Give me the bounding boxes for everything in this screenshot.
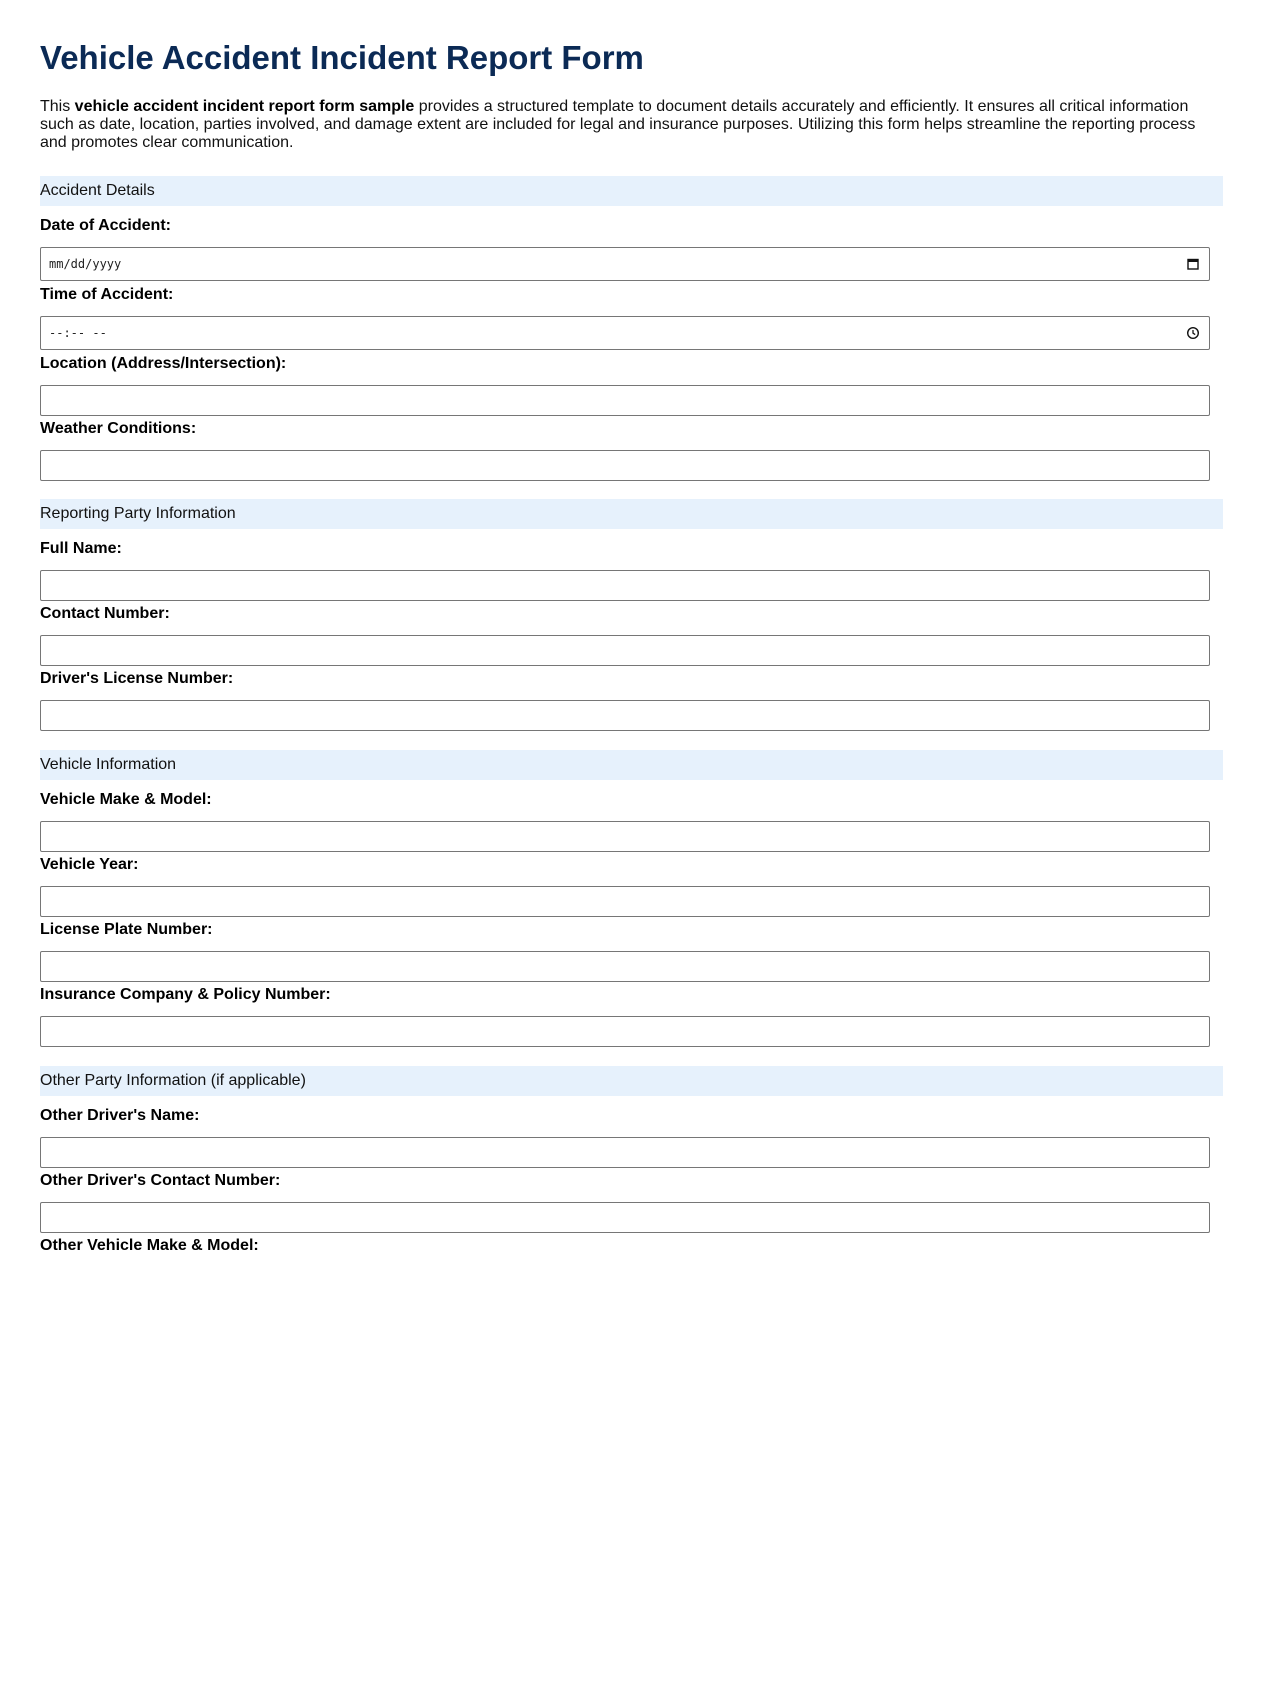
location-input[interactable] [40, 385, 1210, 416]
field-label: Location (Address/Intersection): [40, 355, 287, 372]
field-other-vehicle-make-model [40, 1237, 1223, 1302]
field-full-name [40, 540, 1223, 605]
field-other-driver-contact [40, 1172, 1223, 1237]
date-of-accident-input[interactable] [40, 247, 1210, 281]
field-label: Other Driver's Name: [40, 1107, 200, 1124]
page-title: Vehicle Accident Incident Report Form [40, 39, 644, 76]
field-date-of-accident [40, 217, 1223, 286]
field-label: Full Name: [40, 540, 122, 557]
clock-icon[interactable] [1186, 326, 1200, 340]
field-label: Time of Accident: [40, 286, 174, 303]
field-weather-conditions [40, 420, 1223, 485]
section-header: Vehicle Information [40, 750, 1223, 780]
vehicle-year-input[interactable] [40, 886, 1210, 917]
section-accident-details [40, 176, 1223, 485]
weather-conditions-input[interactable] [40, 450, 1210, 481]
license-plate-input[interactable] [40, 951, 1210, 982]
license-plate-text-input[interactable] [49, 953, 1201, 982]
field-label: Date of Accident: [40, 217, 171, 234]
field-other-driver-name [40, 1107, 1223, 1172]
other-driver-name-input[interactable] [40, 1137, 1210, 1168]
field-location [40, 355, 1223, 420]
insurance-policy-text-input[interactable] [49, 1018, 1201, 1047]
intro-paragraph [40, 98, 1220, 152]
full-name-input[interactable] [40, 570, 1210, 601]
vehicle-year-text-input[interactable] [49, 888, 1201, 917]
field-label: Contact Number: [40, 605, 170, 622]
field-label: Other Vehicle Make & Model: [40, 1237, 259, 1254]
intro-bold-phrase: vehicle accident incident report form sample [74, 98, 415, 115]
section-header: Accident Details [40, 176, 1223, 206]
field-insurance-policy [40, 986, 1223, 1051]
section-reporting-party [40, 499, 1223, 735]
intro-suffix: provides a structured template to document details accurately and efficiently. It ensures all critical information such as date, location, parties involved, and damage extent are included for legal and insurance purposes. Utilizing this form helps streamline the reporting process and promotes clear communication. [40, 98, 1196, 151]
vehicle-make-model-text-input[interactable] [49, 823, 1201, 852]
field-vehicle-make-model [40, 791, 1223, 856]
section-vehicle-information [40, 750, 1223, 1051]
calendar-icon[interactable] [1186, 257, 1200, 271]
section-other-party [40, 1066, 1223, 1302]
field-contact-number [40, 605, 1223, 670]
other-driver-contact-input[interactable] [40, 1202, 1210, 1233]
field-time-of-accident [40, 286, 1223, 355]
time-placeholder: --:-- -- [49, 326, 107, 340]
field-label: Weather Conditions: [40, 420, 197, 437]
section-header: Reporting Party Information [40, 499, 1223, 529]
insurance-policy-input[interactable] [40, 1016, 1210, 1047]
vehicle-make-model-input[interactable] [40, 821, 1210, 852]
drivers-license-text-input[interactable] [49, 702, 1201, 731]
other-driver-name-text-input[interactable] [49, 1139, 1201, 1168]
drivers-license-input[interactable] [40, 700, 1210, 731]
intro-prefix: This [40, 98, 75, 115]
field-vehicle-year [40, 856, 1223, 921]
location-text-input[interactable] [49, 387, 1201, 416]
other-driver-contact-text-input[interactable] [49, 1204, 1201, 1233]
field-label: Insurance Company & Policy Number: [40, 986, 331, 1003]
field-label: Driver's License Number: [40, 670, 234, 687]
contact-number-input[interactable] [40, 635, 1210, 666]
time-of-accident-input[interactable] [40, 316, 1210, 350]
field-label: Vehicle Make & Model: [40, 791, 212, 808]
contact-number-text-input[interactable] [49, 637, 1201, 666]
full-name-text-input[interactable] [49, 572, 1201, 601]
field-drivers-license [40, 670, 1223, 735]
section-header: Other Party Information (if applicable) [40, 1066, 1223, 1096]
field-label: Vehicle Year: [40, 856, 139, 873]
field-label: License Plate Number: [40, 921, 213, 938]
weather-text-input[interactable] [49, 452, 1201, 481]
field-license-plate [40, 921, 1223, 986]
field-label: Other Driver's Contact Number: [40, 1172, 281, 1189]
date-placeholder: mm/dd/yyyy [49, 257, 122, 271]
